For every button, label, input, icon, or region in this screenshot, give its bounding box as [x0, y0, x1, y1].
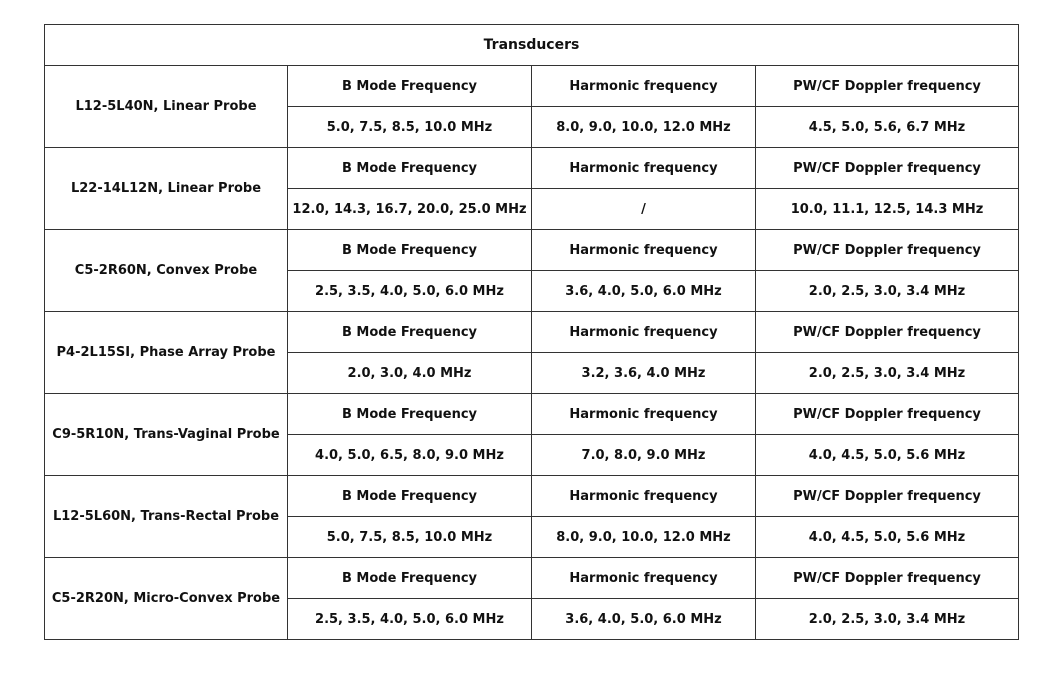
probe-label-row: [45, 558, 1019, 599]
value-b-mode: 2.5, 3.5, 4.0, 5.0, 6.0 MHz: [288, 271, 532, 312]
column-label-doppler: PW/CF Doppler frequency: [756, 394, 1019, 435]
transducers-table: [44, 24, 1019, 640]
column-label-doppler: PW/CF Doppler frequency: [756, 148, 1019, 189]
column-label-doppler: PW/CF Doppler frequency: [756, 230, 1019, 271]
value-doppler: 2.0, 2.5, 3.0, 3.4 MHz: [756, 353, 1019, 394]
value-b-mode: 12.0, 14.3, 16.7, 20.0, 25.0 MHz: [288, 189, 532, 230]
column-label-harmonic: Harmonic frequency: [532, 476, 756, 517]
column-label-harmonic: Harmonic frequency: [532, 312, 756, 353]
column-label-harmonic: Harmonic frequency: [532, 558, 756, 599]
value-b-mode: 2.0, 3.0, 4.0 MHz: [288, 353, 532, 394]
column-label-doppler: PW/CF Doppler frequency: [756, 476, 1019, 517]
title-row: [45, 25, 1019, 66]
value-harmonic: 3.2, 3.6, 4.0 MHz: [532, 353, 756, 394]
probe-name: C9-5R10N, Trans-Vaginal Probe: [45, 394, 288, 476]
probe-label-row: [45, 312, 1019, 353]
column-label-doppler: PW/CF Doppler frequency: [756, 558, 1019, 599]
probe-name: L12-5L60N, Trans-Rectal Probe: [45, 476, 288, 558]
column-label-b-mode: B Mode Frequency: [288, 230, 532, 271]
column-label-b-mode: B Mode Frequency: [288, 394, 532, 435]
value-b-mode: 2.5, 3.5, 4.0, 5.0, 6.0 MHz: [288, 599, 532, 640]
value-doppler: 4.0, 4.5, 5.0, 5.6 MHz: [756, 517, 1019, 558]
column-label-harmonic: Harmonic frequency: [532, 66, 756, 107]
column-label-harmonic: Harmonic frequency: [532, 394, 756, 435]
probe-name: C5-2R60N, Convex Probe: [45, 230, 288, 312]
table-title: Transducers: [45, 25, 1019, 66]
column-label-harmonic: Harmonic frequency: [532, 230, 756, 271]
column-label-b-mode: B Mode Frequency: [288, 476, 532, 517]
value-b-mode: 5.0, 7.5, 8.5, 10.0 MHz: [288, 517, 532, 558]
column-label-b-mode: B Mode Frequency: [288, 558, 532, 599]
value-harmonic: /: [532, 189, 756, 230]
column-label-harmonic: Harmonic frequency: [532, 148, 756, 189]
probe-label-row: [45, 230, 1019, 271]
transducers-table-body: [45, 25, 1019, 640]
probe-name: L12-5L40N, Linear Probe: [45, 66, 288, 148]
value-doppler: 10.0, 11.1, 12.5, 14.3 MHz: [756, 189, 1019, 230]
column-label-doppler: PW/CF Doppler frequency: [756, 312, 1019, 353]
probe-name: L22-14L12N, Linear Probe: [45, 148, 288, 230]
probe-label-row: [45, 66, 1019, 107]
column-label-b-mode: B Mode Frequency: [288, 66, 532, 107]
value-b-mode: 4.0, 5.0, 6.5, 8.0, 9.0 MHz: [288, 435, 532, 476]
column-label-b-mode: B Mode Frequency: [288, 312, 532, 353]
value-harmonic: 8.0, 9.0, 10.0, 12.0 MHz: [532, 517, 756, 558]
value-doppler: 2.0, 2.5, 3.0, 3.4 MHz: [756, 271, 1019, 312]
value-doppler: 2.0, 2.5, 3.0, 3.4 MHz: [756, 599, 1019, 640]
probe-label-row: [45, 394, 1019, 435]
value-harmonic: 8.0, 9.0, 10.0, 12.0 MHz: [532, 107, 756, 148]
column-label-b-mode: B Mode Frequency: [288, 148, 532, 189]
probe-label-row: [45, 148, 1019, 189]
probe-name: P4-2L15SI, Phase Array Probe: [45, 312, 288, 394]
value-harmonic: 3.6, 4.0, 5.0, 6.0 MHz: [532, 599, 756, 640]
probe-label-row: [45, 476, 1019, 517]
column-label-doppler: PW/CF Doppler frequency: [756, 66, 1019, 107]
value-b-mode: 5.0, 7.5, 8.5, 10.0 MHz: [288, 107, 532, 148]
value-harmonic: 3.6, 4.0, 5.0, 6.0 MHz: [532, 271, 756, 312]
probe-name: C5-2R20N, Micro-Convex Probe: [45, 558, 288, 640]
value-doppler: 4.0, 4.5, 5.0, 5.6 MHz: [756, 435, 1019, 476]
value-harmonic: 7.0, 8.0, 9.0 MHz: [532, 435, 756, 476]
value-doppler: 4.5, 5.0, 5.6, 6.7 MHz: [756, 107, 1019, 148]
